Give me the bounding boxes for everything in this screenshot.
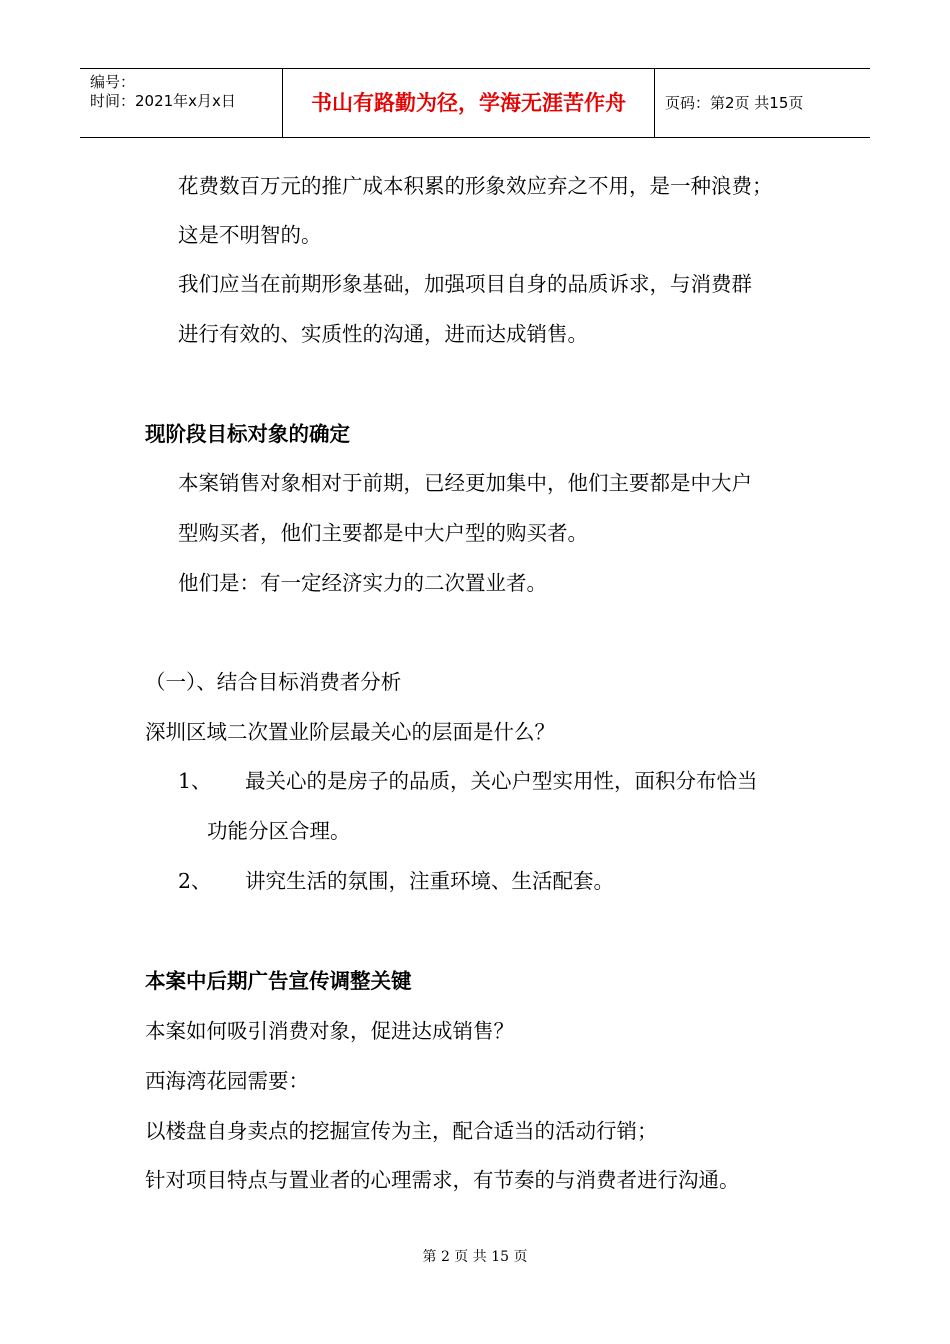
paragraph-line: 以楼盘自身卖点的挖掘宣传为主，配合适当的活动行销； [145, 1119, 658, 1143]
paragraph-line: 型购买者，他们主要都是中大户型的购买者。 [178, 521, 588, 545]
header-motto: 书山有路勤为径，学海无涯苦作舟 [311, 91, 626, 115]
page-header [80, 68, 870, 138]
question-line: 本案如何吸引消费对象，促进达成销售？ [145, 1019, 514, 1043]
header-left-cell [80, 69, 283, 137]
list-item-text: 功能分区合理。 [207, 819, 351, 843]
list-number: 2、 [178, 869, 212, 893]
list-item-text: 讲究生活的氛围，注重环境、生活配套。 [245, 869, 614, 893]
paragraph-line: 西海湾花园需要： [145, 1069, 309, 1093]
list-item-text: 最关心的是房子的品质，关心户型实用性，面积分布恰当 [245, 769, 758, 793]
paragraph-line: 我们应当在前期形象基础，加强项目自身的品质诉求，与消费群 [178, 272, 752, 296]
question-line: 深圳区域二次置业阶层最关心的层面是什么？ [145, 720, 555, 744]
section-heading: 现阶段目标对象的确定 [145, 422, 350, 446]
paragraph-line: 针对项目特点与置业者的心理需求，有节奏的与消费者进行沟通。 [145, 1168, 740, 1192]
paragraph-line: 进行有效的、实质性的沟通，进而达成销售。 [178, 322, 588, 346]
paragraph-line: 这是不明智的。 [178, 223, 322, 247]
paragraph-line: 花费数百万元的推广成本积累的形象效应弃之不用，是一种浪费； [178, 174, 773, 198]
header-page-info: 页码：第2页 共15页 [665, 94, 804, 112]
section-heading: 本案中后期广告宣传调整关键 [145, 969, 412, 993]
paragraph-line: 本案销售对象相对于前期，已经更加集中，他们主要都是中大户 [178, 471, 752, 495]
document-number: 编号： [90, 73, 136, 91]
page-footer: 第 2 页 共 15 页 [422, 1249, 528, 1265]
document-date: 时间：2021年x月x日 [90, 92, 236, 110]
list-number: 1、 [178, 769, 212, 793]
header-page-cell [655, 69, 870, 137]
header-motto-cell [283, 69, 655, 137]
paragraph-line: 他们是：有一定经济实力的二次置业者。 [178, 571, 547, 595]
subsection-title: （一）、结合目标消费者分析 [145, 670, 402, 694]
